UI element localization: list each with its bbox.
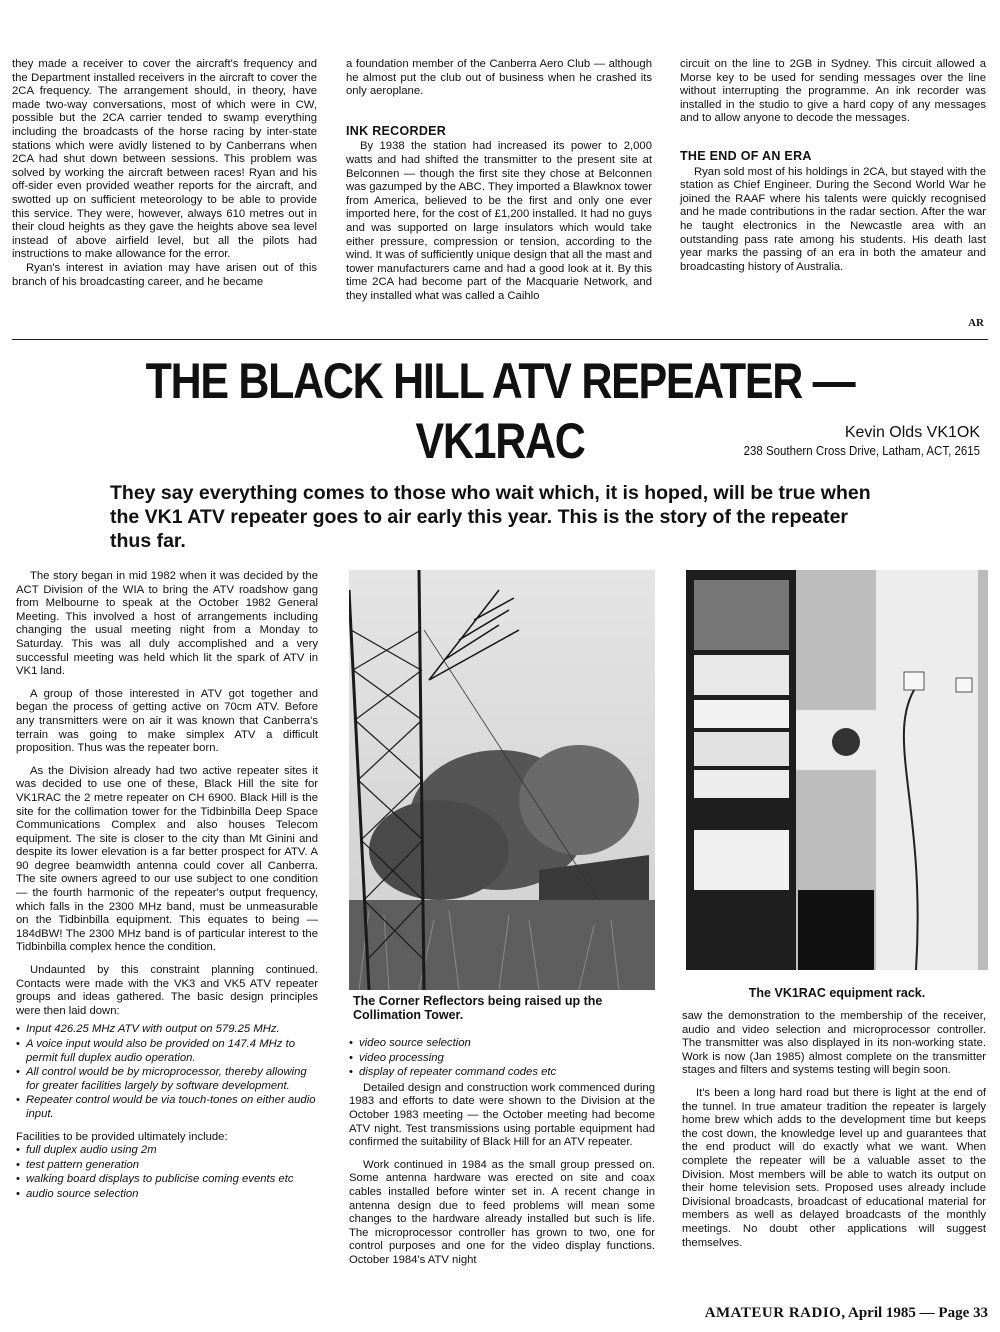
- tower-photo-illustration: [349, 570, 655, 990]
- article-title-line-2: VK1RAC: [415, 413, 585, 469]
- article-end-mark: AR: [968, 317, 984, 329]
- left-paragraph-5: Facilities to be provided ultimately include:: [16, 1130, 228, 1143]
- list-item: • A voice input would also be provided on 147.4 MHz to permit full duplex audio operation.: [16, 1038, 318, 1065]
- left-paragraph-2: A group of those interested in ATV got together and began the process of getting active on 70cm ATV. Before any transmitters were on air it was known that Canberra's terrain was going to make simplex ATV a difficult proposition. Thus was the repeater born.: [16, 687, 318, 755]
- top-col1-paragraph-2: Ryan's interest in aviation may have arisen out of this branch of his broadcasting career, and he became: [12, 261, 317, 288]
- middle-paragraph-2: Work continued in 1984 as the small group pressed on. Some antenna hardware was erected on site and coax cables installed before winter set in. A recent change in antenna design due to feed problems will mean some changes to the hardware already installed but such is life. The microprocessor controller has grown to two, one for control purposes and one for the video display functions. October 1984's ATV night: [349, 1158, 655, 1266]
- left-paragraph-4: Undaunted by this constraint planning continued. Contacts were made with the VK3 and VK5 ATV repeater groups and ideas gathered. The basic design principles were then laid down:: [16, 964, 318, 1017]
- list-item: • Input 426.25 MHz ATV with output on 579.25 MHz.: [16, 1023, 318, 1037]
- article-intro: They say everything comes to those who wait which, it is hoped, will be true when the VK1 ATV repeater goes to air early this year. This is the story of the repeater thus far.: [110, 482, 871, 552]
- top-column-2: [346, 58, 652, 304]
- list-item: • audio source selection: [16, 1188, 318, 1202]
- facilities-list: [16, 1144, 318, 1201]
- issue-and-page: , April 1985 — Page 33: [841, 1305, 988, 1321]
- top-col3-paragraph-1: circuit on the line to 2GB in Sydney. This circuit allowed a Morse key to be used for sending messages over the line without interrupting the programme. An ink recorder was installed in the studio to give a hard copy of any messages and to allow anyone to decode the messages.: [680, 58, 986, 125]
- list-item: • full duplex audio using 2m: [16, 1144, 318, 1158]
- right-paragraph-2: It's been a long hard road but there is light at the end of the tunnel. In true amateur tradition the repeater is largely home brew which adds to the development time but keeps the cost down, the knowledge level up and guarantees that the end product will do exactly what we want. When complete the repeater will be a valuable asset to the Division. Most members will be able to watch its output on their home television sets. Proposed uses already include Divisional broadcasts, broadcast of educational material for members as well as delayed broadcasts of the monthly meetings. No doubt other applications will suggest themselves.: [682, 1086, 986, 1249]
- left-paragraph-1: The story began in mid 1982 when it was decided by the ACT Division of the WIA to bring the ATV roadshow gang from Melbourne to speak at the October 1982 General Meeting. This involved a host of arrangements including changing the usual meeting night from a Monday to Saturday. This was all duly accomplished and a very successful meeting was held which lit the spark of ATV in VK1 land.: [16, 570, 318, 678]
- left-paragraph-3: As the Division already had two active repeater sites it was decided to use one of these, Black Hill the site for VK1RAC the 2 metre repeater on CH 6900. Black Hill is the site for the collimation tower for the Tidbinbilla Deep Space Communications Complex and also houses Telecom equipment. The site is closer to the city than Mt Ginini and despite its lower elevation is a far better prospect for ATV. A 90 degree beamwidth antenna could cover all Canberra. The site owners agreed to our use subject to one condition — the fourth harmonic of the repeater's output frequency, which falls in the 2300 MHz band, must be unmeasurable on the Tidbinbilla equipment. This equates to being — 184dBW! The 2300 MHz band is of particular interest to the Tidbinbilla complex hence the condition.: [16, 764, 318, 954]
- list-item: • test pattern generation: [16, 1159, 318, 1173]
- top-col2-paragraph-2: By 1938 the station had increased its power to 2,000 watts and had shifted the transmitter to the present site at Belconnen — though the first site they chose at Belconnen was gazumped by the ABC. They imported a Blawknox tower from America, believed to be the first and only one ever imported here, for the cost of £1,200 installed. It had no guys and was supported on large insulators which would take either pressure, compression or tension, according to the wind. It was of sufficiently unique design that all the mast and tower manufacturers came and had a good look at it. By this time 2CA had become part of the Macquarie Network, and they installed what was called a Caihlo: [346, 140, 652, 302]
- list-item: • Repeater control would be via touch-tones on either audio input.: [16, 1094, 318, 1121]
- top-column-3: [680, 58, 986, 274]
- ink-recorder-heading: INK RECORDER: [346, 123, 447, 138]
- facilities-list-continued: [349, 1037, 655, 1080]
- list-item: • video source selection: [349, 1037, 655, 1051]
- magazine-name: AMATEUR RADIO: [704, 1305, 842, 1321]
- article-middle-column: [349, 1037, 655, 1268]
- list-item: • walking board displays to publicise coming events etc: [16, 1173, 318, 1187]
- tower-photo-caption: The Corner Reflectors being raised up the Collimation Tower.: [353, 994, 603, 1022]
- article-left-column: [16, 570, 318, 1203]
- right-paragraph-1: saw the demonstration to the membership of the receiver, audio and video selection and microprocessor controller. The transmitter was also displayed in its non-working state. Work is now (Jan 1985) almost complete on the transmitter stages and filters and systems testing will begin soon.: [682, 1010, 986, 1077]
- equipment-rack-photo: [686, 570, 988, 970]
- top-col1-paragraph-1: they made a receiver to cover the aircraft's frequency and the Department installed receivers in the aircraft to cover the 2CA frequency. The arrangement should, in theory, have made two-way conversations, most of which were in CW, possible but the 2CA carrier tended to swamp everything including the broadcasts of the horse racing by inter-state stations which were avidly listened to by Canberrans when 2CA had shut down between sessions. This problem was solved by working the aircraft between races! Ryan and his off-sider even provided weather reports for the aircraft, and swotted up on sufficient meteorology to be able to provide this service. They were, however, always 610 metres out in their cloud heights as they gave the heights above sea level instead of above airfield level, but all the pilots had instructions to make allowance for the error.: [12, 58, 317, 261]
- list-item: • All control would be by microprocessor, thereby allowing for greater facilities largely by software development.: [16, 1066, 318, 1093]
- top-column-1: [12, 58, 317, 289]
- article-title-line-1: THE BLACK HILL ATV REPEATER —: [145, 353, 855, 409]
- author-address: 238 Southern Cross Drive, Latham, ACT, 2615: [743, 444, 980, 458]
- list-item: • video processing: [349, 1052, 655, 1066]
- list-item: • display of repeater command codes etc: [349, 1066, 655, 1080]
- top-col3-paragraph-2: Ryan sold most of his holdings in 2CA, but stayed with the station as Chief Engineer. During the Second World War he joined the RAAF where his talents were quickly recognised and he made contributions in the radar section. After the war he taught electronics in the Newcastle area with an outstanding pass rate among his students. His death last year marks the passing of an era in both the amateur and broadcasting history of Australia.: [680, 165, 986, 273]
- equipment-rack-caption: The VK1RAC equipment rack.: [748, 986, 926, 1000]
- article-right-column: [682, 1010, 986, 1250]
- tower-photo: [349, 570, 655, 990]
- top-col2-paragraph-1: a foundation member of the Canberra Aero Club — although he almost put the club out of business when he crashed its only aeroplane.: [346, 58, 652, 98]
- author-block: [723, 424, 980, 458]
- middle-paragraph-1: Detailed design and construction work commenced during 1983 and efforts to date were shown to the Division at the October 1983 meeting — the October meeting had become ATV night. Test transmissions using portable equipment had confirmed the suitability of Black Hill for an ATV repeater.: [349, 1081, 655, 1149]
- equipment-rack-illustration: [686, 570, 988, 970]
- author-name: Kevin Olds VK1OK: [844, 424, 980, 441]
- end-of-era-heading: THE END OF AN ERA: [680, 148, 812, 163]
- page-footer: [705, 1305, 988, 1322]
- section-divider: [12, 339, 988, 340]
- design-principles-list: [16, 1023, 318, 1121]
